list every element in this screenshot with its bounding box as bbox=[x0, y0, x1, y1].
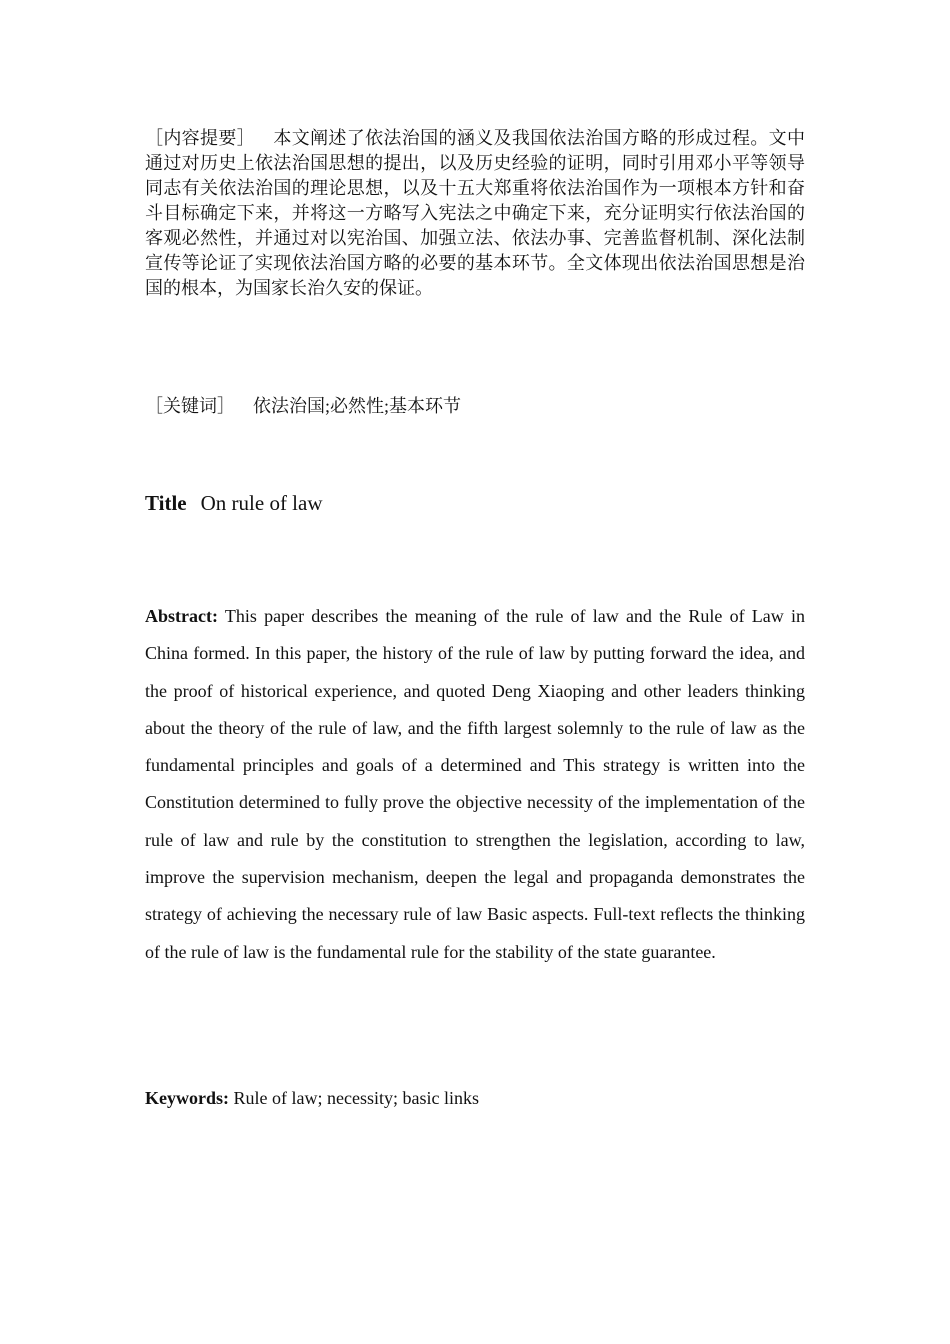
english-title-label: Title bbox=[145, 491, 187, 515]
chinese-abstract bbox=[145, 126, 805, 301]
chinese-abstract-text: 本文阐述了依法治国的涵义及我国依法治国方略的形成过程。文中通过对历史上依法治国思想的提出，以及历史经验的证明，同时引用邓小平等领导同志有关依法治国的理论思想，以及十五大郑重将依法治国作为一项根本方针和奋斗目标确定下来，并将这一方略写入宪法之中确定下来，充分证明实行依法治国的客观必然性，并通过对以宪治国、加强立法、依法办事、完善监督机制、深化法制宣传等论证了实现依法治国方略的必要的基本环节。全文体现出依法治国思想是治国的根本，为国家长治久安的保证。 bbox=[145, 128, 806, 298]
english-abstract-text: This paper describes the meaning of the rule of law and the Rule of Law in China formed. In this paper, the history of the rule of law by putting forward the idea, and the proof of historical experience, and quoted Deng Xiaoping and other leaders thinking about the theory of the rule of law, and the fifth largest solemnly to the rule of law as the fundamental principles and goals of a determined and This strategy is written into the Constitution determined to fully prove the objective necessity of the implementation of the rule of law and rule by the constitution to strengthen the legislation, according to law, improve the supervision mechanism, deepen the legal and propaganda demonstrates the strategy of achieving the necessary rule of law Basic aspects. Full-text reflects the thinking of the rule of law is the fundamental rule for the stability of the state guarantee. bbox=[145, 606, 805, 962]
chinese-abstract-label: ［内容提要］ bbox=[145, 128, 256, 148]
english-abstract-label: Abstract: bbox=[145, 606, 218, 626]
english-keywords-label: Keywords: bbox=[145, 1088, 229, 1108]
chinese-keywords bbox=[145, 394, 805, 419]
english-keywords bbox=[145, 1084, 805, 1112]
chinese-keywords-label: ［关键词］ bbox=[145, 396, 235, 416]
english-title-text: On rule of law bbox=[200, 491, 323, 515]
english-keywords-text: Rule of law; necessity; basic links bbox=[233, 1088, 479, 1108]
english-abstract bbox=[145, 598, 805, 971]
chinese-keywords-text: 依法治国;必然性;基本环节 bbox=[253, 396, 462, 416]
english-title bbox=[145, 489, 805, 517]
